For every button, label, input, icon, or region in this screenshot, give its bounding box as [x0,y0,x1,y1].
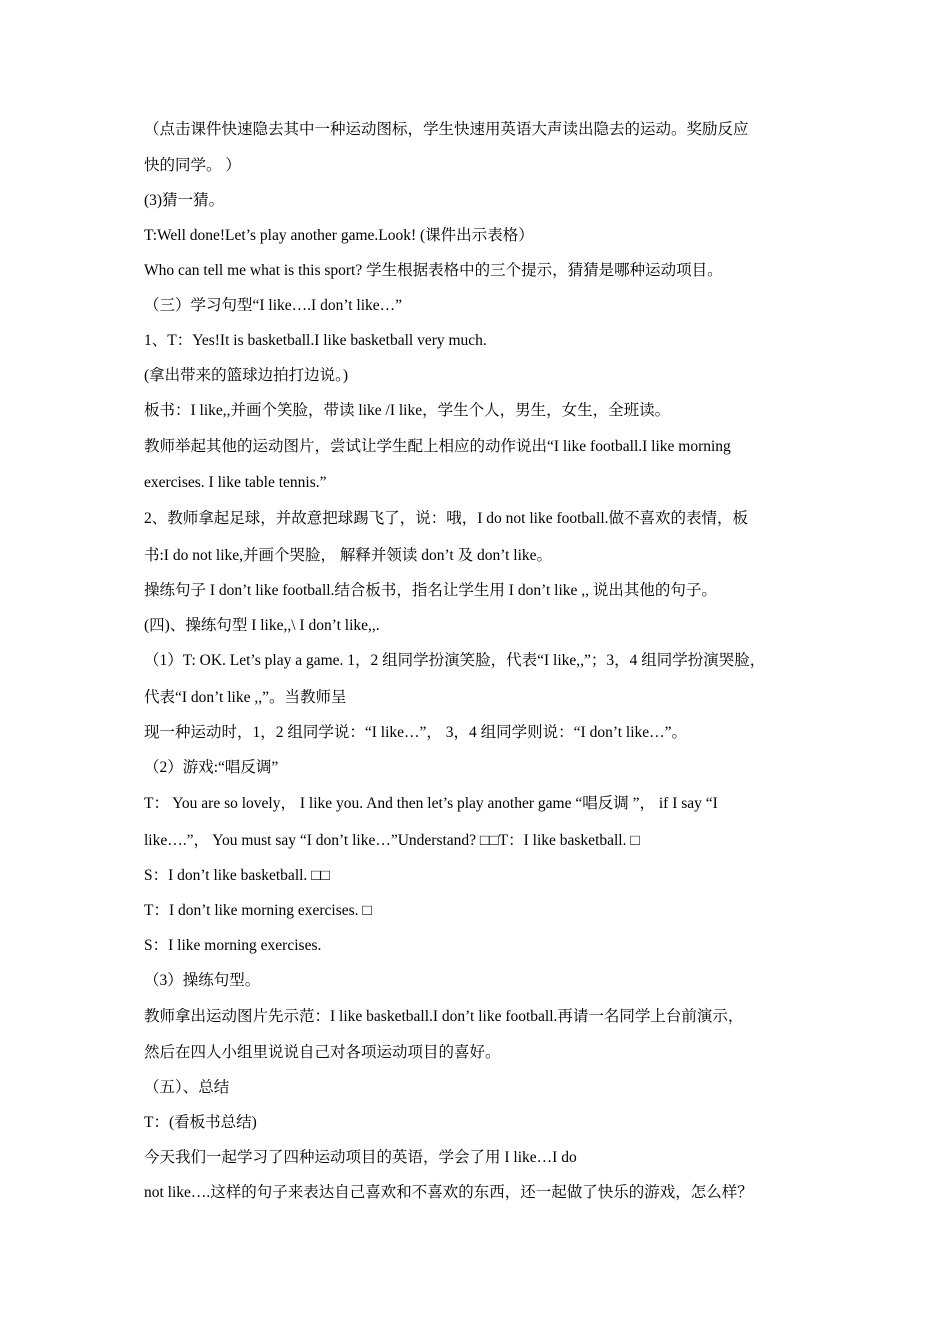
text-line: （3）操练句型。 [144,972,261,989]
section-heading: (四)、操练句型 I like,,\ I don’t like,,. [144,617,380,634]
text-line: （点击课件快速隐去其中一种运动图标，学生快速用英语大声读出隐去的运动。奖励反应 [144,121,749,138]
text-line: （1）T: OK. Let’s play a game. 1，2 组同学扮演笑脸，代表“I like,,”；3，4 组同学扮演哭脸， [144,652,766,669]
text-line: T：(看板书总结) [144,1114,257,1131]
text-line: T：I don’t like morning exercises. □ [144,902,372,919]
text-line: 快的同学。 ） [144,157,241,174]
section-heading: （三）学习句型“I like….I don’t like…” [144,297,403,314]
text-line: like….”， You must say “I don’t like…”Understand? □□T：I like basketball. □ [144,832,640,849]
text-line: （2）游戏:“唱反调” [144,759,279,776]
text-line: S：I don’t like basketball. □□ [144,867,330,884]
text-line: T： You are so lovely， I like you. And then let’s play another game “唱反调 ”， if I say “I [144,795,718,812]
text-line: exercises. I like table tennis.” [144,474,327,491]
text-line: 今天我们一起学习了四种运动项目的英语，学会了用 I like…I do [144,1149,577,1166]
text-line: 2、教师拿起足球，并故意把球踢飞了，说：哦，I do not like football.做不喜欢的表情，板 [144,510,749,527]
text-line: 操练句子 I don’t like football.结合板书，指名让学生用 I don’t like ,, 说出其他的句子。 [144,582,717,599]
text-line: 教师举起其他的运动图片，尝试让学生配上相应的动作说出“I like football.I like morning [144,438,731,455]
text-line: S：I like morning exercises. [144,937,322,954]
text-line: 现一种运动时，1，2 组同学说：“I like…”， 3，4 组同学则说：“I don’t like…”。 [144,724,688,741]
text-line: Who can tell me what is this sport? 学生根据表格中的三个提示，猜猜是哪种运动项目。 [144,262,723,279]
text-line: 1、T：Yes!It is basketball.I like basketball very much. [144,332,487,349]
text-line: T:Well done!Let’s play another game.Look! (课件出示表格） [144,227,534,244]
section-heading: （五）、总结 [144,1079,230,1096]
text-line: 代表“I don’t like ,,”。当教师呈 [144,689,347,706]
text-line: (拿出带来的篮球边拍打边说。) [144,367,349,384]
text-line: 然后在四人小组里说说自己对各项运动项目的喜好。 [144,1044,501,1061]
text-line: 板书：I like,,并画个笑脸，带读 like /I like，学生个人，男生，女生，全班读。 [144,402,671,419]
text-line: not like….这样的句子来表达自己喜欢和不喜欢的东西，还一起做了快乐的游戏，怎么样？ [144,1184,753,1201]
text-line: 教师拿出运动图片先示范：I like basketball.I don’t like football.再请一名同学上台前演示， [144,1008,744,1025]
text-line: (3)猜一猜。 [144,192,225,209]
text-line: 书:I do not like,并画个哭脸， 解释并领读 don’t 及 don’t like。 [144,547,553,564]
